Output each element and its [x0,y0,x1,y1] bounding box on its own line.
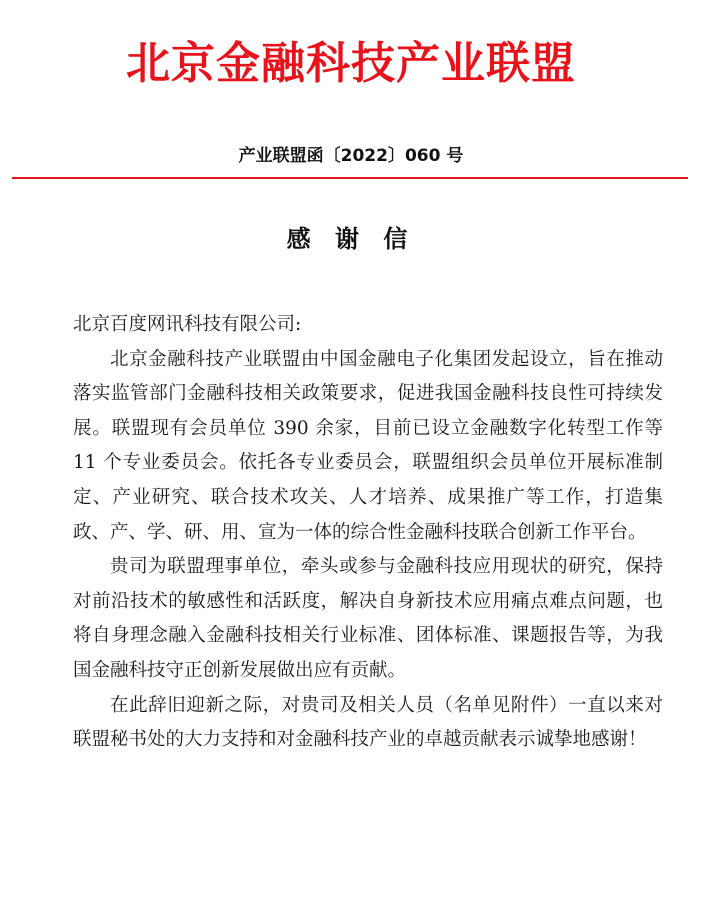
paragraph-thanks: 在此辞旧迎新之际，对贵司及相关人员（名单见附件）一直以来对联盟秘书处的大力支持和对金融科技产业的卓越贡献表示诚挚地感谢！ [73,694,663,751]
header-divider [12,177,688,179]
organization-title: 北京金融科技产业联盟 [126,38,576,89]
salutation: 北京百度网讯科技有限公司: [73,314,302,335]
letter-title: 感 谢 信 [286,225,416,253]
paragraph-contribution: 贵司为联盟理事单位，牵头或参与金融科技应用现状的研究，保持对前沿技术的敏感性和活跃度，解决自身新技术应用痛点难点问题，也将自身理念融入金融科技相关行业标准、团体标准、课题报告等，为我国金融科技守正创新发展做出应有贡献。 [73,556,663,681]
paragraph-introduction: 北京金融科技产业联盟由中国金融电子化集团发起设立，旨在推动落实监管部门金融科技相关政策要求，促进我国金融科技良性可持续发展。联盟现有会员单位 390 余家，目前已设立金融数字化转型工作等 11 个专业委员会。依托各专业委员会，联盟组织会员单位开展标准制定、产业研究、联合技术攻关、人才培养、成果推广等工作，打造集政、产、学、研、用、宣为一体的综合性金融科技联合创新工作平台。 [73,348,663,543]
document-number: 产业联盟函〔2022〕060 号 [238,146,464,166]
letter-body [73,308,663,758]
